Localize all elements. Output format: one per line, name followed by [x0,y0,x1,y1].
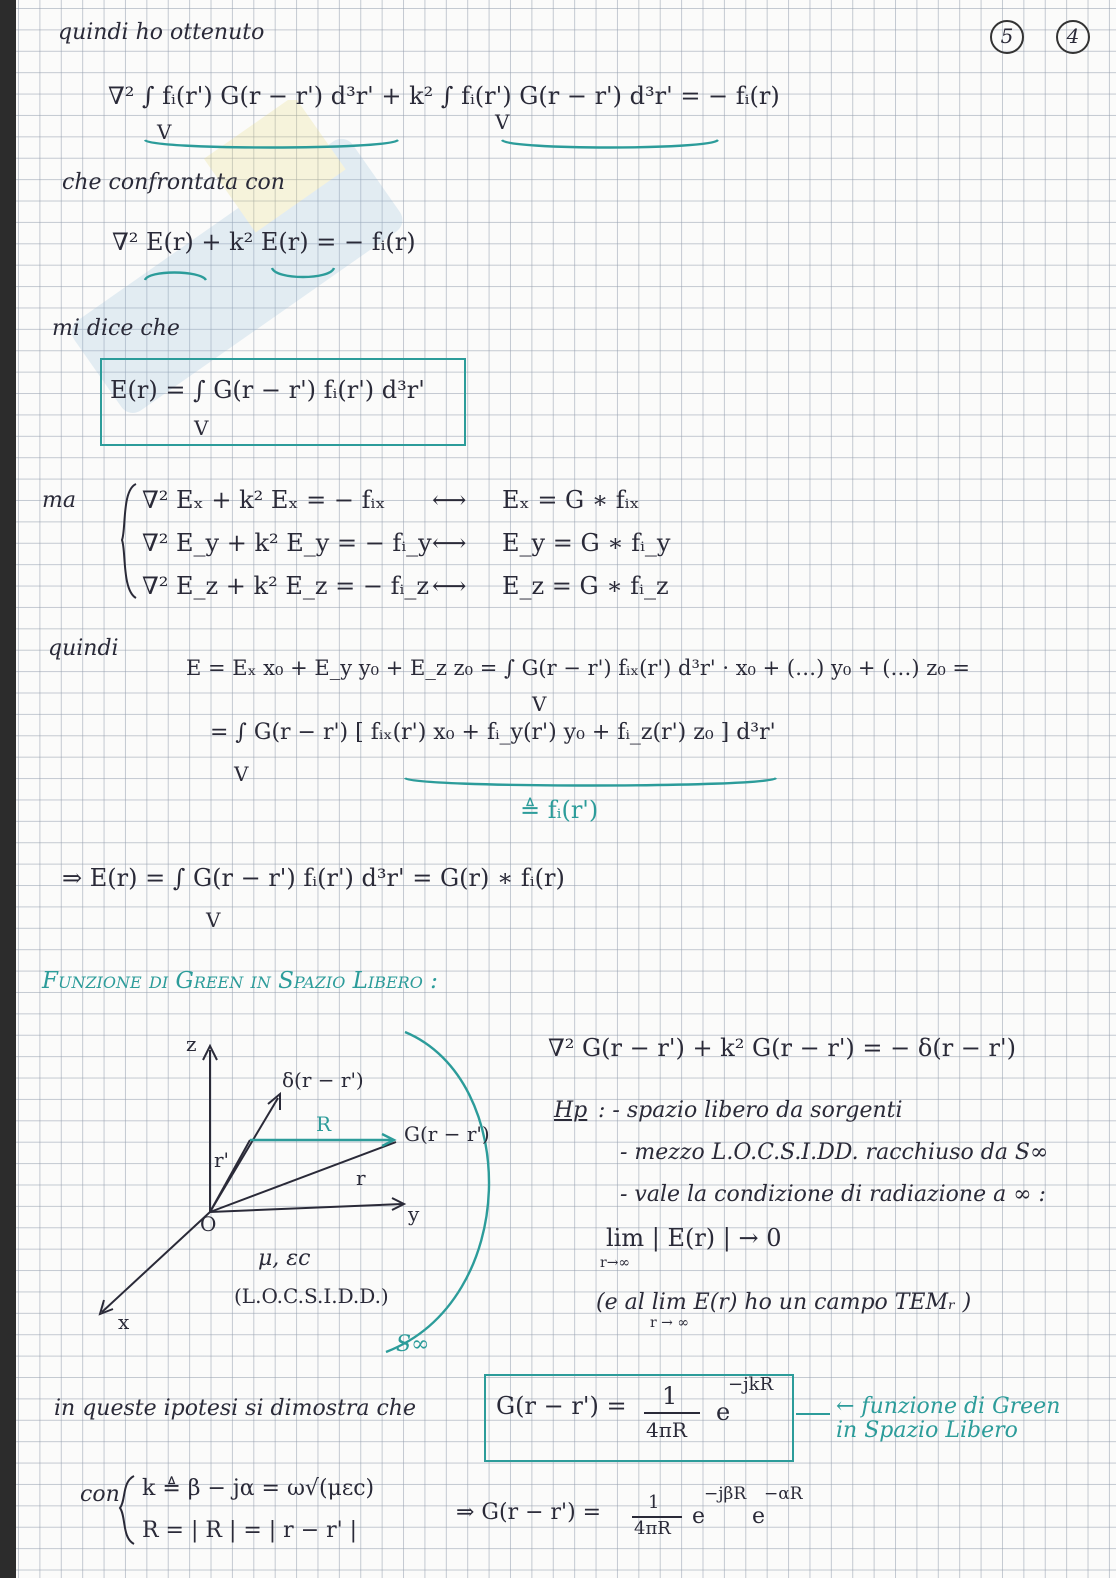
final-fraction-den: 4πR [634,1518,671,1539]
green-fraction-num: 1 [662,1382,678,1410]
hypothesis-2: - mezzo L.O.C.S.I.DD. racchiuso da S∞ [620,1140,1049,1165]
origin-label: O [200,1212,217,1236]
axis-z-label: z [186,1032,197,1056]
green-note-line-1: ← funzione di Green [836,1394,1061,1419]
axis-x-label: x [118,1310,130,1334]
eq3-domain: V [194,416,209,440]
r-label: r [356,1166,366,1190]
final-fraction-num: 1 [648,1492,660,1513]
section-heading: Funzione di Green in Spazio Libero : [42,968,438,994]
green-equation: ∇² G(r − r') + k² G(r − r') = − δ(r − r') [548,1034,1016,1062]
text-quindi-ho-ottenuto: quindi ho ottenuto [58,20,265,45]
eq1-domain-b: V [495,110,510,134]
equation-3: E(r) = ∫ G(r − r') fᵢ(r') d³r' [110,376,425,404]
arrow-y: ⟷ [432,529,467,557]
eq5-definition: ≜ fᵢ(r') [520,796,599,824]
text-quindi: quindi [48,636,119,661]
result-y: E_y = G ∗ fᵢ_y [502,529,671,557]
green-fraction-bar [644,1412,700,1414]
equation-6: ⇒ E(r) = ∫ G(r − r') fᵢ(r') d³r' = G(r) ∗ fᵢ(r) [62,864,565,892]
text-in-queste-ipotesi: in queste ipotesi si dimostra che [54,1396,416,1421]
system-eq-y: ∇² E_y + k² E_y = − fᵢ_y [142,529,432,557]
R-vector-label: R [316,1112,332,1136]
S-infinity-label: S∞ [396,1332,430,1357]
arrow-z: ⟷ [432,572,467,600]
eq5-domain: V [234,762,249,786]
equation-2: ∇² E(r) + k² E(r) = − fᵢ(r) [112,228,416,256]
equation-5: = ∫ G(r − r') [ fᵢₓ(r') x₀ + fᵢ_y(r') y₀ + fᵢ_z(r') z₀ ] d³r' [210,720,776,745]
text-che-confrontata-con: che confrontata con [62,170,285,195]
hp-label: Hp [554,1098,588,1123]
result-x: Eₓ = G ∗ fᵢₓ [502,486,640,514]
hypothesis-3: - vale la condizione di radiazione a ∞ : [620,1182,1046,1207]
eq6-domain: V [206,908,221,932]
page-number-circle-2: 4 [1056,20,1090,54]
arrow-x: ⟷ [432,486,467,514]
axis-y-label: y [408,1202,420,1226]
rprime-label: r' [214,1148,230,1172]
medium-note: (L.O.C.S.I.D.D.) [234,1284,389,1308]
green-lhs: G(r − r') = [496,1392,627,1420]
hypothesis-1: : - spazio libero da sorgenti [598,1098,903,1123]
delta-label: δ(r − r') [282,1068,364,1092]
final-exp-1-power: −jβR [704,1484,747,1504]
limit-1: lim | E(r) | → 0 [606,1224,782,1252]
system-eq-x: ∇² Eₓ + k² Eₓ = − fᵢₓ [142,486,386,514]
green-note-line-2: in Spazio Libero [836,1418,1018,1443]
green-exp-base: e [716,1398,731,1426]
final-exp-2-power: −αR [764,1484,803,1504]
page-number-circle: 5 [990,20,1024,54]
con-definition-R: R = | R | = | r − r' | [142,1518,358,1543]
equation-4: E = Eₓ x₀ + E_y y₀ + E_z z₀ = ∫ G(r − r') fᵢₓ(r') d³r' · x₀ + (…) y₀ + (…) z₀ = [186,656,971,680]
text-mi-dice-che: mi dice che [52,316,180,341]
limit-2: (e al lim E(r) ho un campo TEMᵣ ) [596,1290,972,1315]
eq1-domain-a: V [157,120,172,144]
con-definition-k: k ≜ β − jα = ω√(μεc) [142,1476,375,1501]
green-fraction-den: 4πR [646,1418,687,1442]
G-point-label: G(r − r') [404,1122,490,1146]
result-z: E_z = G ∗ fᵢ_z [502,572,669,600]
text-con: con [80,1482,120,1507]
limit-1-sub: r→∞ [600,1255,631,1271]
final-exp-1-base: e [692,1504,706,1529]
text-ma: ma [42,488,76,513]
green-exponent: −jkR [728,1374,774,1395]
medium-label: μ, εc [258,1246,311,1271]
limit-2-sub: r → ∞ [650,1315,689,1331]
equation-1: ∇² ∫ fᵢ(r') G(r − r') d³r' + k² ∫ fᵢ(r') G(r − r') d³r' = − fᵢ(r) [108,82,780,110]
system-eq-z: ∇² E_z + k² E_z = − fᵢ_z [142,572,429,600]
final-exp-2-base: e [752,1504,766,1529]
eq4-domain: V [532,692,547,716]
final-lhs: ⇒ G(r − r') = [456,1500,602,1525]
